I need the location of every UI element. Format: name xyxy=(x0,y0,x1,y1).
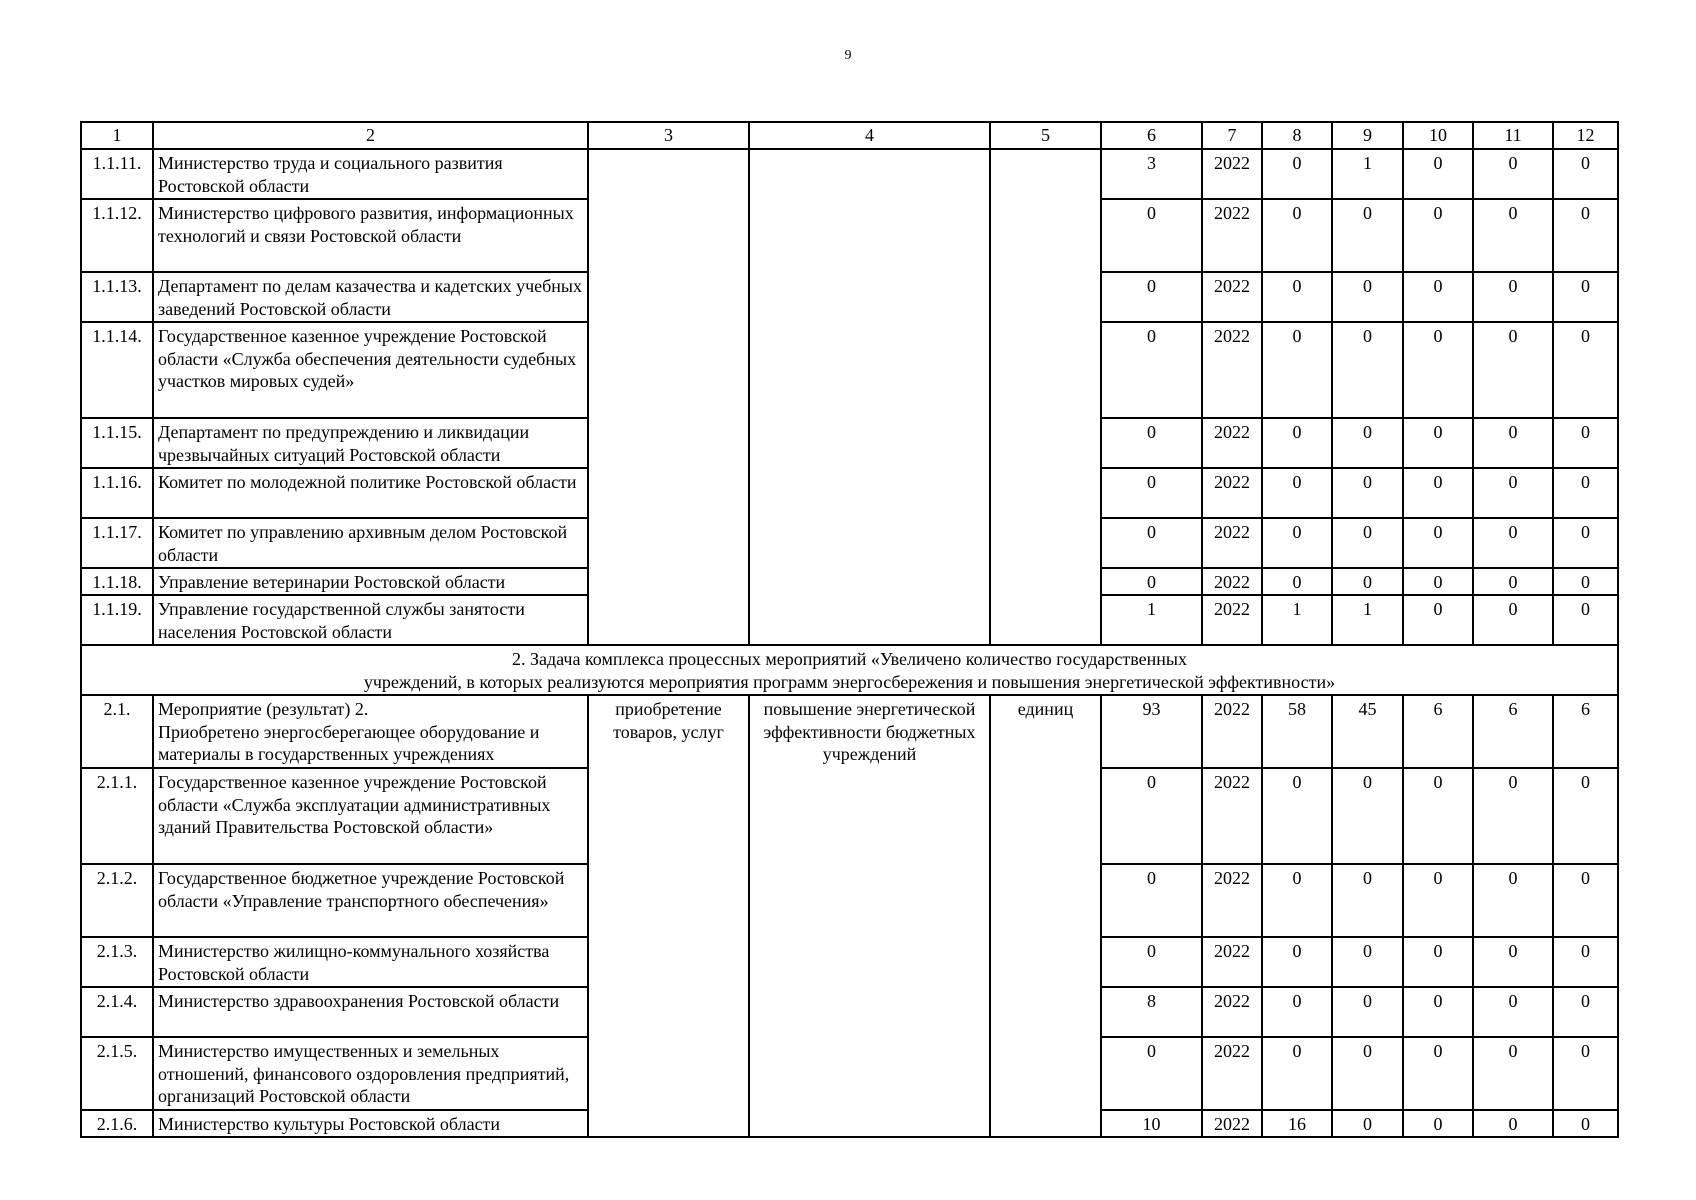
value-cell: 0 xyxy=(1101,518,1202,568)
value-cell: 0 xyxy=(1473,199,1553,272)
row-number: 1.1.18. xyxy=(81,568,153,595)
organization-name: Управление государственной службы занятости населения Ростовской области xyxy=(153,595,588,645)
organization-name: Департамент по делам казачества и кадетских учебных заведений Ростовской области xyxy=(153,272,588,322)
value-cell: 0 xyxy=(1553,272,1618,322)
value-cell: 0 xyxy=(1101,468,1202,518)
value-cell: 0 xyxy=(1332,987,1403,1037)
value-cell: 0 xyxy=(1403,568,1473,595)
value-cell: 45 xyxy=(1332,695,1403,768)
empty-cell xyxy=(990,149,1101,645)
value-cell: 0 xyxy=(1553,568,1618,595)
organization-name: Министерство культуры Ростовской области xyxy=(153,1110,588,1137)
column-number: 6 xyxy=(1101,122,1202,149)
organization-name: Департамент по предупреждению и ликвидации чрезвычайных ситуаций Ростовской области xyxy=(153,418,588,468)
value-cell: 0 xyxy=(1473,272,1553,322)
indicators-table xyxy=(80,121,1619,1138)
value-cell: 0 xyxy=(1403,418,1473,468)
value-cell: 0 xyxy=(1553,468,1618,518)
value-cell: 0 xyxy=(1403,468,1473,518)
organization-name: Комитет по управлению архивным делом Ростовской области xyxy=(153,518,588,568)
value-cell: 0 xyxy=(1473,518,1553,568)
year-cell: 2022 xyxy=(1202,937,1262,987)
value-cell: 0 xyxy=(1262,322,1332,418)
organization-name: Государственное казенное учреждение Ростовской области «Служба обеспечения деятельности судебных участков мировых судей» xyxy=(153,322,588,418)
column-number: 12 xyxy=(1553,122,1618,149)
row-number: 2.1.5. xyxy=(81,1037,153,1110)
value-cell: 0 xyxy=(1553,1110,1618,1137)
value-cell: 0 xyxy=(1262,149,1332,199)
value-cell: 0 xyxy=(1332,864,1403,937)
value-cell: 0 xyxy=(1262,1037,1332,1110)
event-title: Мероприятие (результат) 2. xyxy=(158,699,369,719)
value-cell: 0 xyxy=(1553,322,1618,418)
value-cell: 0 xyxy=(1473,468,1553,518)
value-cell: 0 xyxy=(1262,568,1332,595)
value-cell: 0 xyxy=(1262,864,1332,937)
organization-name: Министерство имущественных и земельных отношений, финансового оздоровления предприятий, организаций Ростовской области xyxy=(153,1037,588,1110)
row-number: 1.1.11. xyxy=(81,149,153,199)
value-cell: 58 xyxy=(1262,695,1332,768)
value-cell: 0 xyxy=(1262,418,1332,468)
organization-name: Комитет по молодежной политике Ростовской области xyxy=(153,468,588,518)
action-type: приобретение товаров, услуг xyxy=(588,695,749,1137)
row-number: 2.1.6. xyxy=(81,1110,153,1137)
value-cell: 0 xyxy=(1332,272,1403,322)
value-cell: 0 xyxy=(1553,864,1618,937)
row-number: 1.1.13. xyxy=(81,272,153,322)
column-number: 4 xyxy=(749,122,990,149)
value-cell: 0 xyxy=(1403,937,1473,987)
table-row xyxy=(81,149,1618,199)
value-cell: 0 xyxy=(1101,418,1202,468)
value-cell: 0 xyxy=(1332,199,1403,272)
value-cell: 8 xyxy=(1101,987,1202,1037)
value-cell: 0 xyxy=(1473,149,1553,199)
organization-name: Министерство цифрового развития, информационных технологий и связи Ростовской области xyxy=(153,199,588,272)
value-cell: 0 xyxy=(1101,1037,1202,1110)
value-cell: 0 xyxy=(1553,768,1618,864)
value-cell: 0 xyxy=(1262,468,1332,518)
value-cell: 0 xyxy=(1262,768,1332,864)
value-cell: 0 xyxy=(1553,937,1618,987)
value-cell: 0 xyxy=(1332,568,1403,595)
expected-result: повышение энергетической эффективности бюджетных учреждений xyxy=(749,695,990,1137)
value-cell: 6 xyxy=(1553,695,1618,768)
value-cell: 0 xyxy=(1101,322,1202,418)
value-cell: 6 xyxy=(1473,695,1553,768)
column-number: 1 xyxy=(81,122,153,149)
value-cell: 0 xyxy=(1332,1110,1403,1137)
row-number: 2.1. xyxy=(81,695,153,768)
task-heading-line: 2. Задача комплекса процессных мероприятий «Увеличено количество государственных xyxy=(512,649,1187,669)
value-cell: 0 xyxy=(1332,322,1403,418)
value-cell: 0 xyxy=(1403,1110,1473,1137)
row-number: 2.1.3. xyxy=(81,937,153,987)
column-number: 9 xyxy=(1332,122,1403,149)
value-cell: 0 xyxy=(1101,864,1202,937)
value-cell: 0 xyxy=(1553,1037,1618,1110)
event-description: Приобретено энергосберегающее оборудование и материалы в государственных учреждениях xyxy=(158,721,540,764)
value-cell: 0 xyxy=(1473,1110,1553,1137)
value-cell: 0 xyxy=(1403,864,1473,937)
year-cell: 2022 xyxy=(1202,1110,1262,1137)
year-cell: 2022 xyxy=(1202,568,1262,595)
value-cell: 0 xyxy=(1473,595,1553,645)
value-cell: 0 xyxy=(1262,987,1332,1037)
column-number: 10 xyxy=(1403,122,1473,149)
organization-name: Министерство труда и социального развития Ростовской области xyxy=(153,149,588,199)
value-cell: 1 xyxy=(1101,595,1202,645)
event-name xyxy=(153,695,588,768)
value-cell: 0 xyxy=(1553,595,1618,645)
row-number: 1.1.14. xyxy=(81,322,153,418)
value-cell: 0 xyxy=(1553,199,1618,272)
value-cell: 0 xyxy=(1403,768,1473,864)
task-heading-line: учреждений, в которых реализуются мероприятия программ энергосбережения и повышения энергетической эффективности» xyxy=(363,671,1336,692)
column-number: 7 xyxy=(1202,122,1262,149)
unit-of-measure: единиц xyxy=(990,695,1101,1137)
organization-name: Министерство здравоохранения Ростовской области xyxy=(153,987,588,1037)
value-cell: 0 xyxy=(1332,468,1403,518)
value-cell: 0 xyxy=(1403,1037,1473,1110)
value-cell: 0 xyxy=(1473,987,1553,1037)
column-number: 5 xyxy=(990,122,1101,149)
value-cell: 0 xyxy=(1332,1037,1403,1110)
row-number: 1.1.12. xyxy=(81,199,153,272)
value-cell: 0 xyxy=(1403,987,1473,1037)
year-cell: 2022 xyxy=(1202,418,1262,468)
value-cell: 0 xyxy=(1403,595,1473,645)
year-cell: 2022 xyxy=(1202,768,1262,864)
column-number-row xyxy=(81,122,1618,149)
table-row xyxy=(81,695,1618,768)
page-number: 9 xyxy=(844,48,852,63)
year-cell: 2022 xyxy=(1202,864,1262,937)
value-cell: 0 xyxy=(1473,418,1553,468)
value-cell: 0 xyxy=(1262,518,1332,568)
value-cell: 1 xyxy=(1262,595,1332,645)
organization-name: Управление ветеринарии Ростовской области xyxy=(153,568,588,595)
organization-name: Министерство жилищно-коммунального хозяйства Ростовской области xyxy=(153,937,588,987)
value-cell: 0 xyxy=(1473,937,1553,987)
value-cell: 0 xyxy=(1332,937,1403,987)
value-cell: 0 xyxy=(1101,199,1202,272)
value-cell: 0 xyxy=(1473,864,1553,937)
value-cell: 1 xyxy=(1332,149,1403,199)
value-cell: 0 xyxy=(1403,518,1473,568)
value-cell: 0 xyxy=(1403,199,1473,272)
value-cell: 93 xyxy=(1101,695,1202,768)
value-cell: 0 xyxy=(1473,768,1553,864)
row-number: 1.1.19. xyxy=(81,595,153,645)
value-cell: 0 xyxy=(1473,322,1553,418)
value-cell: 0 xyxy=(1101,272,1202,322)
year-cell: 2022 xyxy=(1202,695,1262,768)
value-cell: 0 xyxy=(1553,149,1618,199)
year-cell: 2022 xyxy=(1202,1037,1262,1110)
value-cell: 16 xyxy=(1262,1110,1332,1137)
value-cell: 10 xyxy=(1101,1110,1202,1137)
row-number: 2.1.1. xyxy=(81,768,153,864)
row-number: 2.1.2. xyxy=(81,864,153,937)
task-row xyxy=(81,645,1618,695)
value-cell: 1 xyxy=(1332,595,1403,645)
value-cell: 0 xyxy=(1332,768,1403,864)
value-cell: 0 xyxy=(1101,568,1202,595)
year-cell: 2022 xyxy=(1202,272,1262,322)
value-cell: 0 xyxy=(1473,568,1553,595)
row-number: 1.1.17. xyxy=(81,518,153,568)
value-cell: 0 xyxy=(1473,1037,1553,1110)
organization-name: Государственное бюджетное учреждение Ростовской области «Управление транспортного обеспечения» xyxy=(153,864,588,937)
value-cell: 0 xyxy=(1332,518,1403,568)
empty-cell xyxy=(749,149,990,645)
row-number: 1.1.16. xyxy=(81,468,153,518)
column-number: 2 xyxy=(153,122,588,149)
year-cell: 2022 xyxy=(1202,322,1262,418)
year-cell: 2022 xyxy=(1202,518,1262,568)
value-cell: 6 xyxy=(1403,695,1473,768)
value-cell: 0 xyxy=(1553,518,1618,568)
year-cell: 2022 xyxy=(1202,149,1262,199)
row-number: 2.1.4. xyxy=(81,987,153,1037)
value-cell: 0 xyxy=(1101,937,1202,987)
value-cell: 0 xyxy=(1262,272,1332,322)
value-cell: 0 xyxy=(1332,418,1403,468)
value-cell: 0 xyxy=(1262,937,1332,987)
value-cell: 0 xyxy=(1553,418,1618,468)
value-cell: 0 xyxy=(1403,272,1473,322)
column-number: 3 xyxy=(588,122,749,149)
column-number: 11 xyxy=(1473,122,1553,149)
value-cell: 0 xyxy=(1403,322,1473,418)
year-cell: 2022 xyxy=(1202,199,1262,272)
task-heading xyxy=(81,645,1618,695)
empty-cell xyxy=(588,149,749,645)
year-cell: 2022 xyxy=(1202,987,1262,1037)
value-cell: 3 xyxy=(1101,149,1202,199)
value-cell: 0 xyxy=(1403,149,1473,199)
column-number: 8 xyxy=(1262,122,1332,149)
value-cell: 0 xyxy=(1262,199,1332,272)
year-cell: 2022 xyxy=(1202,468,1262,518)
organization-name: Государственное казенное учреждение Ростовской области «Служба эксплуатации административных зданий Правительства Ростовской области» xyxy=(153,768,588,864)
year-cell: 2022 xyxy=(1202,595,1262,645)
value-cell: 0 xyxy=(1101,768,1202,864)
value-cell: 0 xyxy=(1553,987,1618,1037)
row-number: 1.1.15. xyxy=(81,418,153,468)
